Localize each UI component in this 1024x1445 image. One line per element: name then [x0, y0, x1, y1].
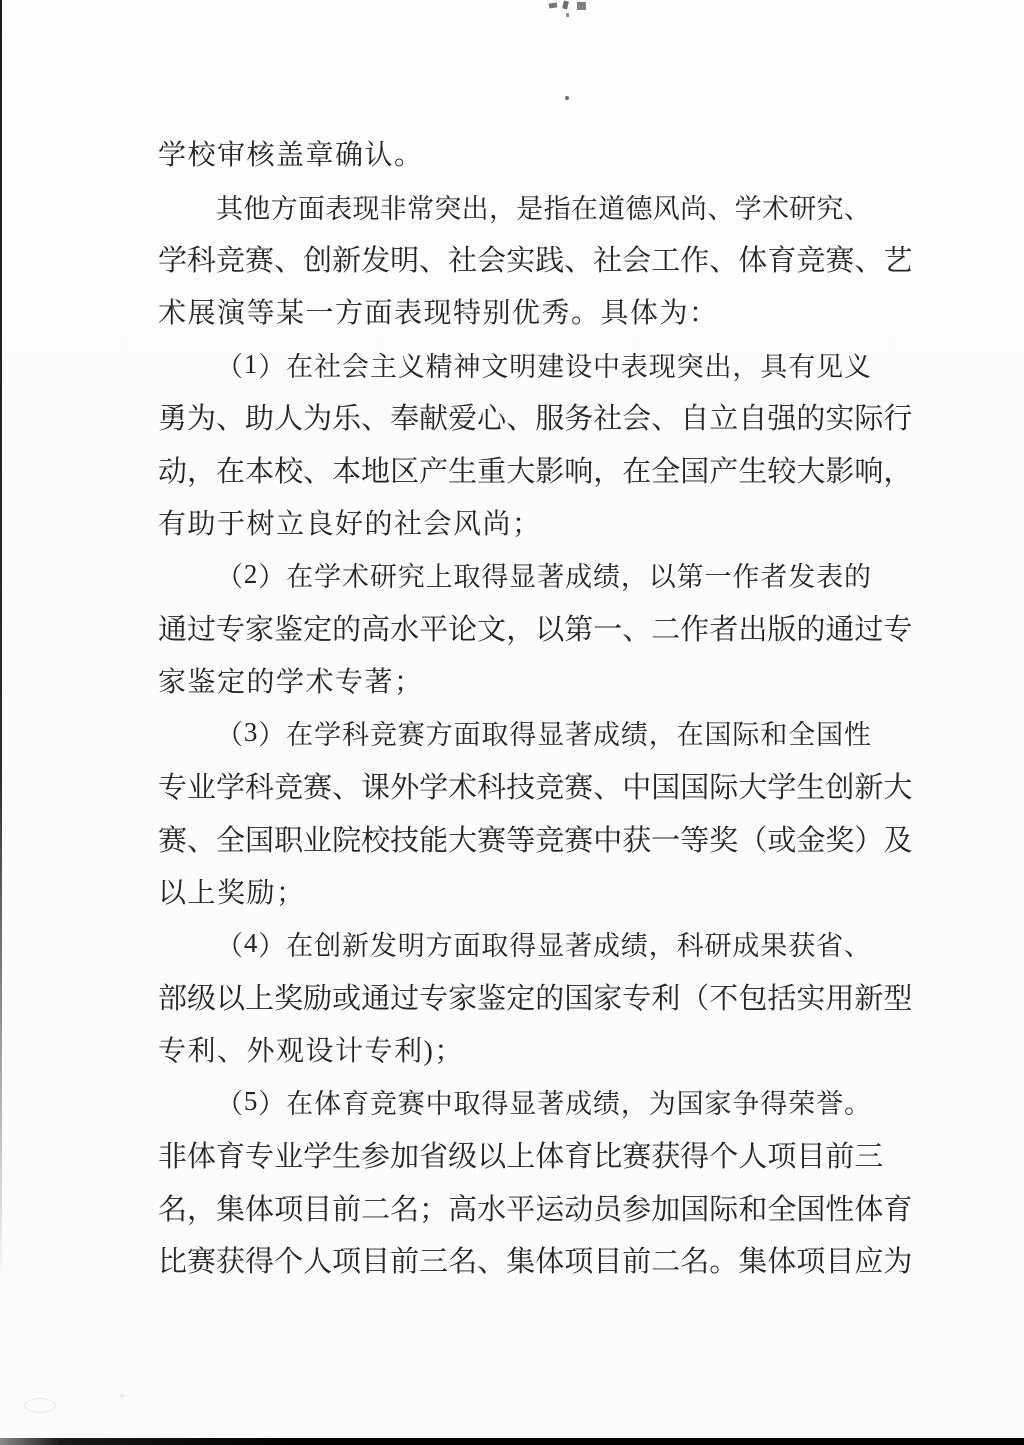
text-line: （ 3 ） 在 学 科 竞 赛 方 面 取 得 显 著 成 绩 ， 在 国 际 和 全 国 性 — [216, 717, 871, 751]
text-line: （ 5 ） 在 体 育 竞 赛 中 取 得 显 著 成 绩 ， 为 国 家 争 得 荣 誉 。 — [216, 1086, 871, 1120]
text-line: 比 赛 获 得 个 人 项 目 前 三 名 、 集 体 项 目 前 二 名 。 集 体 项 目 应 为 — [158, 1246, 913, 1279]
text-line: 学 科 竞 赛 、 创 新 发 明 、 社 会 实 践 、 社 会 工 作 、 体 育 竞 赛 、 艺 — [158, 245, 913, 278]
scan-bottom-bar-artifact — [0, 1438, 1024, 1445]
scan-smudge-artifact: + — [119, 1390, 126, 1402]
text-line: 以上奖励； — [158, 877, 306, 909]
scan-speck-artifact — [562, 1, 569, 10]
scan-speck-artifact — [566, 13, 569, 17]
text-line: 术展演等某一方面表现特别优秀。具体为： — [158, 298, 719, 330]
text-line: 部 级 以 上 奖 励 或 通 过 专 家 鉴 定 的 国 家 专 利 （ 不 包 括 实 用 新 型 — [158, 982, 913, 1015]
text-line: 名 ， 集 体 项 目 前 二 名 ； 高 水 平 运 动 员 参 加 国 际 和 全 国 性 体 育 — [158, 1193, 913, 1226]
document-text-block — [158, 127, 913, 1286]
text-line: （ 4 ） 在 创 新 发 明 方 面 取 得 显 著 成 绩 ， 科 研 成 果 获 省 、 — [216, 928, 871, 962]
text-line: 动 ， 在 本 校 、 本 地 区 产 生 重 大 影 响 ， 在 全 国 产 生 较 大 影 响 ， — [158, 455, 913, 488]
text-line: 专 业 学 科 竞 赛 、 课 外 学 术 科 技 竞 赛 、 中 国 国 际 大 学 生 创 新 大 — [158, 772, 913, 805]
text-line: 专利、外观设计专利)； — [158, 1036, 464, 1068]
text-line: 其 他 方 面 表 现 非 常 突 出 ， 是 指 在 道 德 风 尚 、 学 术 研 究 、 — [216, 193, 871, 224]
text-line: 学校审核盖章确认。 — [158, 140, 424, 172]
text-line: 有助于树立良好的社会风尚； — [158, 509, 542, 541]
text-line: 勇 为 、 助 人 为 乐 、 奉 献 爱 心 、 服 务 社 会 、 自 立 自 强 的 实 际 行 — [158, 403, 913, 436]
text-line: 非 体 育 专 业 学 生 参 加 省 级 以 上 体 育 比 赛 获 得 个 人 项 目 前 三 — [158, 1140, 884, 1173]
text-line: （ 2 ） 在 学 术 研 究 上 取 得 显 著 成 绩 ， 以 第 一 作 者 发 表 的 — [216, 559, 871, 593]
scan-smudge-artifact — [24, 1398, 56, 1413]
scan-speck-artifact — [549, 2, 558, 8]
text-line: 赛 、 全 国 职 业 院 校 技 能 大 赛 等 竞 赛 中 获 一 等 奖 （ 或 金 奖 ） 及 — [158, 824, 913, 857]
text-line: 家鉴定的学术专著； — [158, 667, 424, 699]
text-line: （ 1 ） 在 社 会 主 义 精 神 文 明 建 设 中 表 现 突 出 ， 具 有 见 义 — [216, 348, 871, 382]
scan-left-edge-artifact — [0, 0, 2, 1280]
scan-dot-artifact — [565, 96, 569, 100]
text-line: 通 过 专 家 鉴 定 的 高 水 平 论 文 ， 以 第 一 、 二 作 者 出 版 的 通 过 专 — [158, 614, 913, 647]
scan-speck-artifact — [577, 2, 586, 10]
